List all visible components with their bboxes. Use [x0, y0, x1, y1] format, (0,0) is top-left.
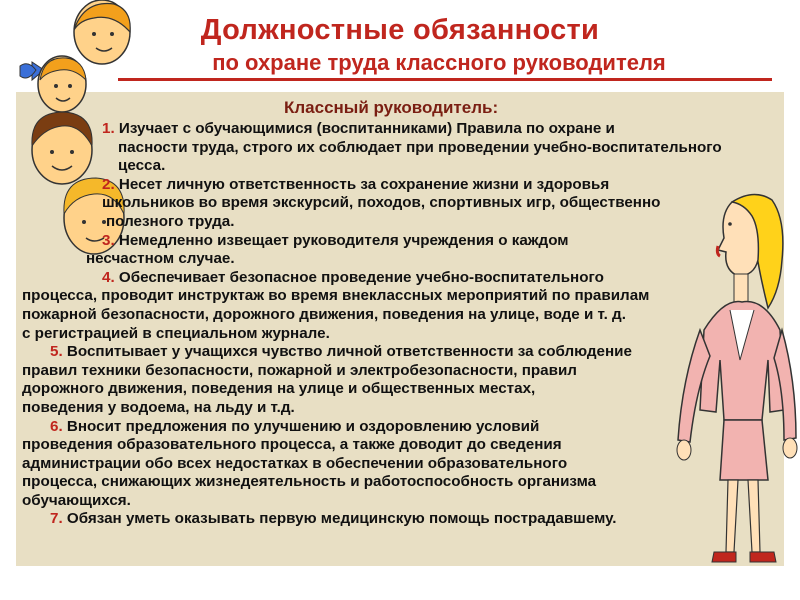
item-number: 3.	[102, 231, 115, 249]
item-number: 5.	[50, 343, 63, 361]
page-subtitle: по охране труда классного руководителя	[212, 50, 666, 75]
list-item: 1. Изучает с обучающимися (воспитанниками) Правила по охране и пасности труда, строго их соблюдает при проведении учебно-воспитательного цесса.	[102, 120, 722, 175]
list-item: 4. Обеспечивает безопасное проведение учебно-воспитательного процесса, проводит инструктаж во время внеклассных мероприятий по правилам пожарной безопасности, дорожного движения, поведения на улице, воде и т. д. с регистрацией в специальном журнале.	[22, 268, 650, 342]
item-text: Воспитывает у учащихся чувство личной ответственности за соблюдение	[66, 343, 632, 361]
item-text: Вносит предложения по улучшению и оздоровлению условий	[66, 417, 540, 435]
list-item: 5. Воспитывает у учащихся чувство личной ответственности за соблюдение правил техники безопасности, пожарной и электробезопасности, правил дорожного движения, поведения на улице и общественных местах, поведения у водоема, на льду и т.д.	[22, 343, 632, 416]
item-number: 2.	[102, 175, 115, 193]
item-text: Несет личную ответственность за сохранение жизни и здоровья	[118, 175, 610, 193]
item-number: 4.	[102, 268, 115, 286]
duties-list	[22, 120, 774, 529]
list-item	[22, 510, 774, 529]
item-text: Изучает с обучающимися (воспитанниками) Правила по охране и	[118, 120, 615, 137]
page-title: Должностные обязанности	[200, 14, 600, 46]
list-item: 2. Несет личную ответственность за сохранение жизни и здоровья школьников во время экскурсий, походов, спортивных игр, общественно полезного труда.	[102, 175, 661, 230]
item-number: 6.	[50, 417, 63, 435]
item-number: 7.	[50, 510, 63, 528]
item-text: Обеспечивает безопасное проведение учебно-воспитательного	[118, 268, 604, 286]
item-number: 1.	[102, 120, 115, 137]
list-item: 6. Вносит предложения по улучшению и оздоровлению условий проведения образовательного процесса, а также доводит до сведения администрации обо всех недостатках в обеспечении образовательного процесса, снижающих жизнедеятельность и работоспособность организма обучающихся.	[22, 417, 597, 509]
title-underline	[118, 78, 772, 81]
section-heading: Классный руководитель:	[284, 98, 499, 117]
item-text: Обязан уметь оказывать первую медицинскую помощь пострадавшему.	[66, 510, 617, 528]
item-text: Немедленно извещает руководителя учреждения о каждом	[118, 231, 569, 249]
list-item: 3. Немедленно извещает руководителя учреждения о каждом несчастном случае.	[86, 231, 569, 268]
